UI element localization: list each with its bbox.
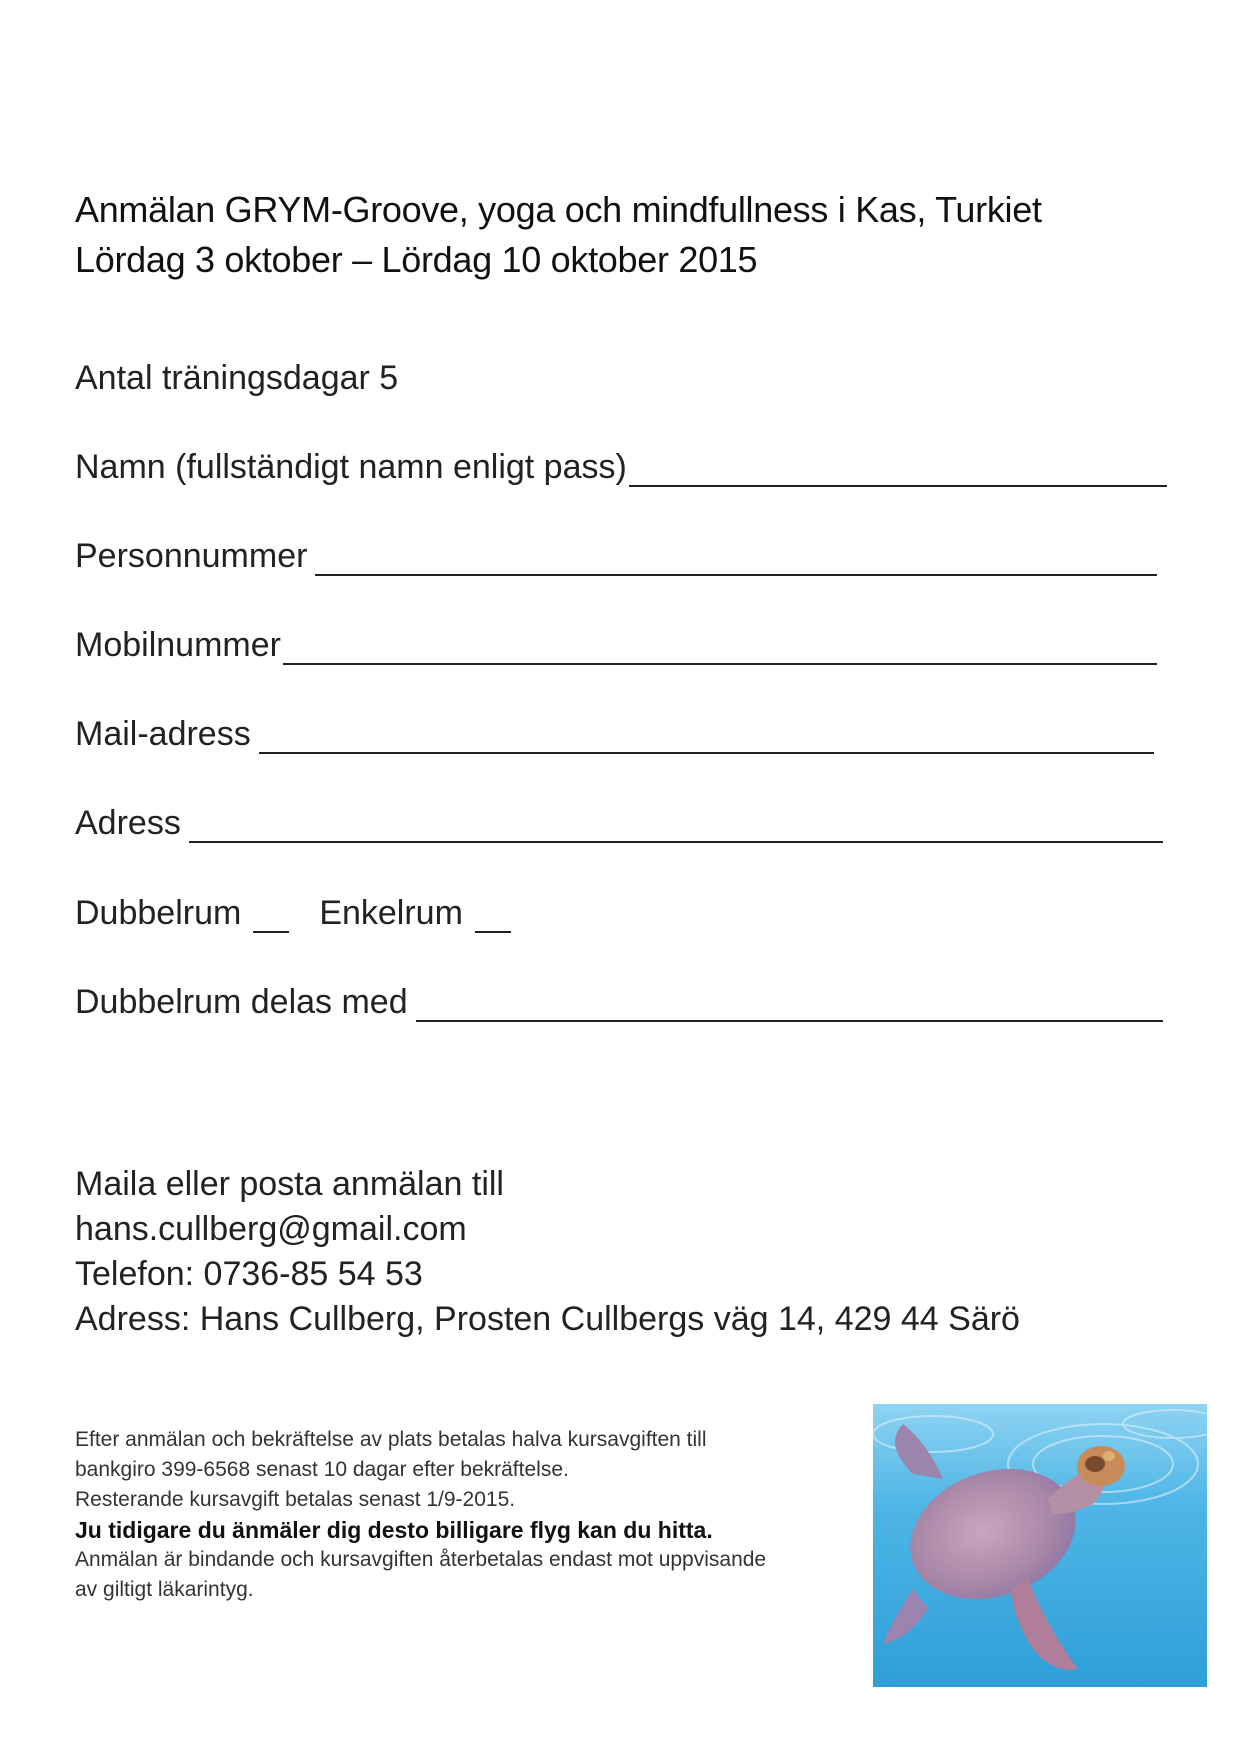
notes-line-4: Anmälan är bindande och kursavgiften återbetalas endast mot uppvisande xyxy=(75,1548,767,1571)
payment-notes xyxy=(75,1425,835,1605)
notes-line-5: av giltigt läkarintyg. xyxy=(75,1578,254,1601)
name-label: Namn (fullständigt namn enligt pass) xyxy=(75,448,627,486)
double-room-label: Dubbelrum xyxy=(75,894,242,932)
address-field xyxy=(75,803,1163,843)
single-room-blank[interactable] xyxy=(475,901,511,933)
contact-phone: Telefon: 0736-85 54 53 xyxy=(75,1255,423,1293)
share-room-field xyxy=(75,982,1163,1022)
notes-emphasis: Ju tidigare du änmäler dig desto billigare flyg kan du hitta. xyxy=(75,1517,713,1543)
sea-turtle-image xyxy=(873,1404,1207,1687)
mail-field xyxy=(75,714,1154,754)
title-line-1: Anmälan GRYM-Groove, yoga och mindfullness i Kas, Turkiet xyxy=(75,189,1042,230)
single-room-label: Enkelrum xyxy=(319,894,463,932)
training-days-label: Antal träningsdagar 5 xyxy=(75,359,399,397)
notes-line-3: Resterande kursavgift betalas senast 1/9-2015. xyxy=(75,1488,516,1511)
notes-line-1: Efter anmälan och bekräftelse av plats betalas halva kursavgiften till xyxy=(75,1428,707,1451)
name-field xyxy=(75,447,1167,487)
address-blank-line[interactable] xyxy=(189,811,1163,843)
training-days-text xyxy=(75,358,398,398)
title-line-2: Lördag 3 oktober – Lördag 10 oktober 2015 xyxy=(75,239,758,280)
contact-intro: Maila eller posta anmälan till xyxy=(75,1165,504,1203)
sea-turtle-photo xyxy=(873,1404,1207,1687)
room-choice-field xyxy=(75,893,541,933)
address-label: Adress xyxy=(75,804,181,842)
share-room-label: Dubbelrum delas med xyxy=(75,983,408,1021)
contact-info xyxy=(75,1162,1020,1342)
share-room-blank-line[interactable] xyxy=(416,990,1163,1022)
mobile-field xyxy=(75,625,1157,665)
mobile-blank-line[interactable] xyxy=(283,633,1157,665)
personnummer-label: Personnummer xyxy=(75,537,308,575)
personnummer-blank-line[interactable] xyxy=(315,544,1157,576)
contact-address: Adress: Hans Cullberg, Prosten Cullbergs väg 14, 429 44 Särö xyxy=(75,1300,1020,1338)
name-blank-line[interactable] xyxy=(629,455,1167,487)
mail-blank-line[interactable] xyxy=(259,722,1154,754)
page-title xyxy=(75,185,1042,285)
mail-label: Mail-adress xyxy=(75,715,251,753)
mobile-label: Mobilnummer xyxy=(75,626,281,664)
contact-email: hans.cullberg@gmail.com xyxy=(75,1210,467,1248)
notes-line-2: bankgiro 399-6568 senast 10 dagar efter bekräftelse. xyxy=(75,1458,569,1481)
double-room-blank[interactable] xyxy=(253,901,289,933)
personnummer-field xyxy=(75,536,1157,576)
